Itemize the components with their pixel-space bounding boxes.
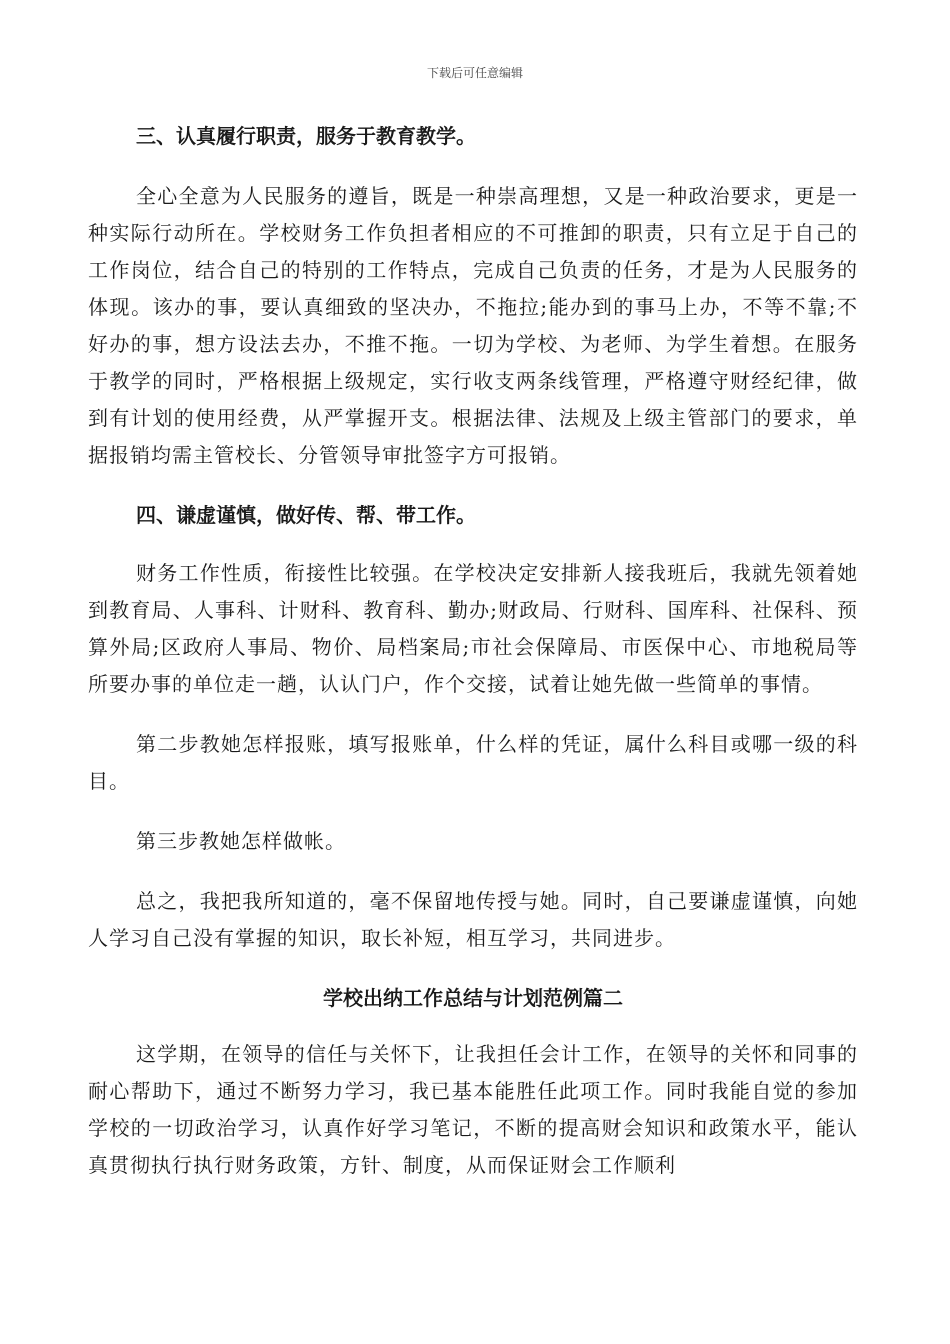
page-header-note: 下载后可任意编辑 xyxy=(426,66,523,80)
section-4-paragraph-3: 第三步教她怎样做帐。 xyxy=(136,829,346,853)
section-heading-3: 三、认真履行职责，服务于教育教学。 xyxy=(136,124,476,148)
section-4-paragraph-4: 总之，我把我所知道的，毫不保留地传授与她。同时，自己要谦虚谨慎，向她人学习自己没有掌握的知识，取长补短，相互学习，共同进步。 xyxy=(88,889,858,950)
section-4-paragraph-2: 第二步教她怎样报账，填写报账单，什么样的凭证，属什么科目或哪一级的科目。 xyxy=(88,732,858,793)
section-4-paragraph-1: 财务工作性质，衔接性比较强。在学校决定安排新人接我班后，我就先领着她到教育局、人事科、计财科、教育科、勤办;财政局、行财科、国库科、社保科、预算外局;区政府人事局、物价、局档案局;市社会保障局、市医保中心、市地税局等所要办事的单位走一趟，认认门户，作个交接，试着让她先做一些简单的事情。 xyxy=(88,561,858,696)
article-title: 学校出纳工作总结与计划范例篇二 xyxy=(323,986,623,1010)
section-heading-4: 四、谦虚谨慎，做好传、帮、带工作。 xyxy=(136,503,476,527)
article-paragraph-1: 这学期，在领导的信任与关怀下，让我担任会计工作，在领导的关怀和同事的耐心帮助下，通过不断努力学习，我已基本能胜任此项工作。同时我能自觉的参加学校的一切政治学习，认真作好学习笔记，不断的提高财会知识和政策水平，能认真贯彻执行执行财务政策，方针、制度，从而保证财会工作顺利 xyxy=(88,1042,858,1177)
section-3-paragraph-1: 全心全意为人民服务的遵旨，既是一种崇高理想，又是一种政治要求，更是一种实际行动所在。学校财务工作负担者相应的不可推卸的职责，只有立足于自己的工作岗位，结合自己的特别的工作特点，完成自己负责的任务，才是为人民服务的体现。该办的事，要认真细致的坚决办，不拖拉;能办到的事马上办，不等不靠;不好办的事，想方设法去办，不推不拖。一切为学校、为老师、为学生着想。在服务于教学的同时，严格根据上级规定，实行收支两条线管理，严格遵守财经纪律，做到有计划的使用经费，从严掌握开支。根据法律、法规及上级主管部门的要求，单据报销均需主管校长、分管领导审批签字方可报销。 xyxy=(88,184,858,467)
document-body xyxy=(88,118,858,1207)
